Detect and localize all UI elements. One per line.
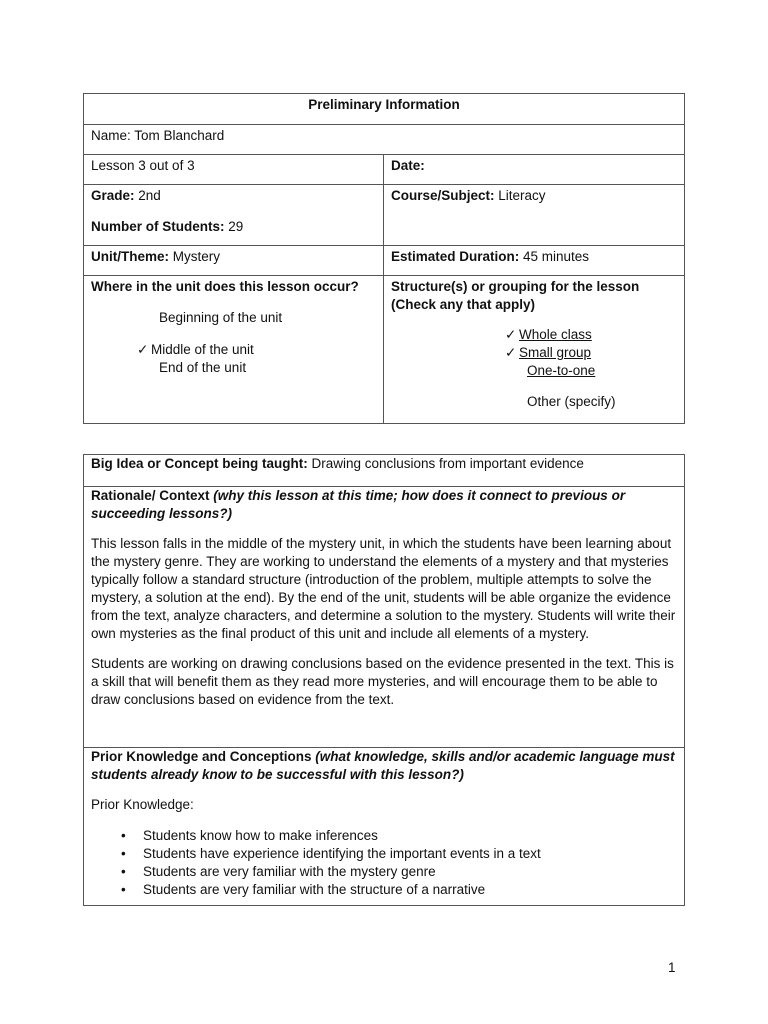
where-option-middle: Middle of the unit <box>151 342 254 357</box>
big-idea-value: Drawing conclusions from important evidence <box>307 456 584 471</box>
grade-value: 2nd <box>134 188 161 203</box>
where-option-middle-line <box>137 341 376 359</box>
prior-label: Prior Knowledge and Conceptions <box>91 749 312 764</box>
teacher-name: Name: Tom Blanchard <box>91 128 225 143</box>
duration-value: 45 minutes <box>519 249 590 264</box>
prior-knowledge-row <box>84 747 684 905</box>
rationale-paragraph-1: This lesson falls in the middle of the mystery unit, in which the students have been learning about the mystery genre. They are working to understand the elements of a mystery and that mysteries typically follow a standard structure (introduction of the problem, multiple attempts to solve the mystery, a solution at the end). By the end of the unit, students will be able organize the evidence from the text, analyze characters, and determine a solution to the mystery. Students will write their own mysteries as the final product of this unit and include all elements of a mystery. <box>91 536 676 641</box>
structure-option-whole-class: Whole class <box>519 327 592 342</box>
duration-label: Estimated Duration: <box>391 249 520 264</box>
date-label: Date: <box>391 158 425 173</box>
students-label: Number of Students: <box>91 219 225 234</box>
prior-note: (what knowledge, skills and/or academic language must students already know to be successful with this lesson?) <box>91 749 675 782</box>
prior-knowledge-list <box>91 827 677 899</box>
where-options <box>91 309 376 377</box>
rationale-note: (why this lesson at this time; how does it connect to previous or succeeding lessons?) <box>91 488 626 521</box>
prior-heading <box>91 748 677 784</box>
where-structure-row <box>84 275 684 423</box>
preliminary-info-table <box>83 93 685 424</box>
students-line <box>91 218 376 236</box>
structure-option-small-group-line <box>505 344 677 362</box>
structure-options <box>391 326 677 411</box>
structure-option-small-group: Small group <box>519 345 592 360</box>
students-value: 29 <box>224 219 244 234</box>
structure-option-one-to-one: One-to-one <box>527 363 596 378</box>
lesson-date-row <box>84 154 684 184</box>
course-value: Literacy <box>494 188 546 203</box>
unit-label: Unit/Theme: <box>91 249 170 264</box>
check-icon: ✓ <box>505 327 517 342</box>
structure-label-1: Structure(s) or grouping for the lesson <box>391 279 640 294</box>
page-number: 1 <box>668 960 676 975</box>
list-item: • Students know how to make inferences <box>91 827 677 845</box>
where-option-end: End of the unit <box>159 360 247 375</box>
grade-label: Grade: <box>91 188 135 203</box>
lesson-details-table <box>83 454 685 906</box>
list-item: • Students have experience identifying the important events in a text <box>91 845 677 863</box>
check-icon: ✓ <box>137 342 149 357</box>
big-idea-row <box>84 455 684 486</box>
rationale-heading <box>91 487 677 523</box>
where-label: Where in the unit does this lesson occur? <box>91 279 359 294</box>
rationale-row <box>84 486 684 747</box>
rationale-paragraph-2: Students are working on drawing conclusions based on the evidence presented in the text. This is a skill that will benefit them as they read more mysteries, and will encourage them to be able to draw conclusions based on evidence from the text. <box>91 656 674 707</box>
big-idea-label: Big Idea or Concept being taught: <box>91 456 308 471</box>
prelim-header: Preliminary Information <box>308 97 460 112</box>
grade-line <box>91 187 376 205</box>
course-label: Course/Subject: <box>391 188 495 203</box>
list-item: • Students are very familiar with the mystery genre <box>91 863 677 881</box>
structure-option-other: Other (specify) <box>527 394 616 409</box>
check-icon: ✓ <box>505 345 517 360</box>
prior-subheading: Prior Knowledge: <box>91 797 194 812</box>
where-option-beginning: Beginning of the unit <box>159 310 283 325</box>
prelim-header-row <box>84 94 684 124</box>
structure-option-whole-class-line <box>505 326 677 344</box>
unit-value: Mystery <box>169 249 221 264</box>
grade-course-row <box>84 184 684 245</box>
rationale-label: Rationale/ Context <box>91 488 210 503</box>
name-row <box>84 124 684 154</box>
unit-duration-row <box>84 245 684 275</box>
lesson-number: Lesson 3 out of 3 <box>84 155 384 184</box>
list-item: • Students are very familiar with the structure of a narrative <box>91 881 677 899</box>
structure-label-2: (Check any that apply) <box>391 297 536 312</box>
